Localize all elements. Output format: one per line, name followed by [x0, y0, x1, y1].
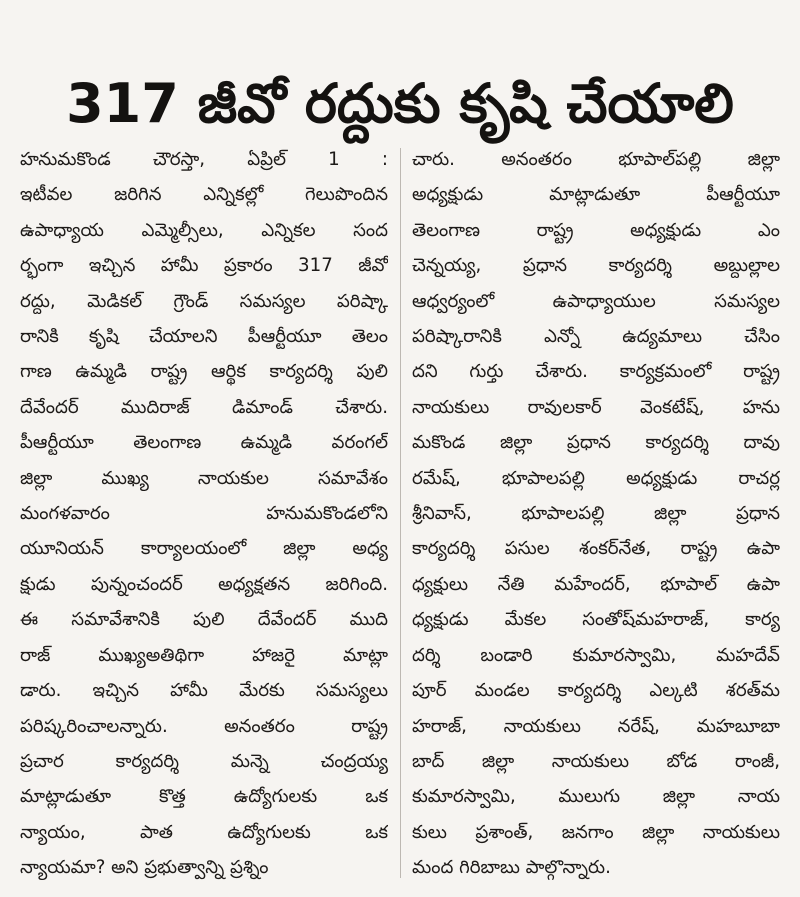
article-line: యూనియన్ కార్యాలయంలో జిల్లా అధ్య [20, 538, 388, 560]
article-line: దర్శి బండారి కుమారస్వామి, మహదేవ్ [412, 644, 780, 666]
article-line: ఇటీవల జరిగిన ఎన్నికల్లో గెలుపొందిన [20, 184, 388, 206]
article-line: రమేష్, భూపాలపల్లి అధ్యక్షుడు రాచర్ల [412, 467, 780, 489]
article-line: ఉపాధ్యాయ ఎమ్మెల్సీలు, ఎన్నికల సంద [20, 219, 388, 241]
article-line: గాణ ఉమ్మడి రాష్ట్ర ఆర్థిక కార్యదర్శి పులి [20, 361, 388, 383]
article-line: ప్రచార కార్యదర్శి మన్నె చంద్రయ్య [20, 750, 388, 772]
article-line: మంగళవారం హనుమకొండలోని [20, 503, 388, 525]
article-line: రానికి కృషి చేయాలని పీఆర్టీయూ తెలం [20, 326, 388, 348]
article-body [20, 142, 780, 887]
article-line: దేవేందర్ ముదిరాజ్ డిమాండ్ చేశారు. [20, 396, 388, 418]
article-line: శ్రీనివాస్, భూపాలపల్లి జిల్లా ప్రధాన [412, 503, 780, 525]
article-line: హనుమకొండ చౌరస్తా, ఏప్రిల్ 1 : [20, 149, 388, 170]
article-line: న్యాయమా? అని ప్రభుత్వాన్ని ప్రశ్నిం [20, 857, 269, 879]
article-line: రద్దు, మెడికల్ గ్రౌండ్ సమస్యల పరిష్కా [20, 290, 388, 312]
article-line: తెలంగాణ రాష్ట్ర అధ్యక్షుడు ఎం [412, 219, 780, 241]
article-line: ఈ సమావేశానికి పులి దేవేందర్ ముది [20, 609, 388, 631]
article-line: పూర్ మండల కార్యదర్శి ఎల్కటి శరత్‌మ [412, 680, 780, 702]
article-line: అధ్యక్షుడు మాట్లాడుతూ పీఆర్టీయూ [412, 184, 780, 206]
article-line: పరిష్కారానికి ఎన్నో ఉద్యమాలు చేసిం [412, 326, 780, 348]
article-line: ర్భంగా ఇచ్చిన హామీ ప్రకారం 317 జీవో [20, 255, 388, 277]
article-column-right [412, 142, 780, 886]
article-line: రాజ్ ముఖ్యఅతిథిగా హాజరై మాట్లా [20, 644, 388, 666]
article-line: కులు ప్రశాంత్, జనగాం జిల్లా నాయకులు [412, 821, 780, 843]
article-line: కుమారస్వామి, ములుగు జిల్లా నాయ [412, 786, 780, 808]
article-line: చారు. అనంతరం భూపాల్‌పల్లి జిల్లా [412, 149, 780, 170]
headline: 317 జీవో రద్దుకు కృషి చేయాలి [66, 72, 734, 136]
article-line: జిల్లా ముఖ్య నాయకుల సమావేశం [20, 467, 388, 489]
article-line: ధ్యక్షులు నేతి మహేందర్, భూపాల్ ఉపా [412, 573, 780, 595]
article-line: మంద గిరిబాబు పాల్గొన్నారు. [412, 857, 611, 879]
column-divider [400, 148, 401, 878]
article-line: ఆధ్వర్యంలో ఉపాధ్యాయుల సమస్యల [412, 290, 780, 312]
article-line: పీఆర్టీయూ తెలంగాణ ఉమ్మడి వరంగల్ [20, 432, 388, 454]
article-line: డారు. ఇచ్చిన హామీ మేరకు సమస్యలు [20, 680, 388, 702]
article-line: ధ్యక్షుడు మేకల సంతోష్‌మహరాజ్, కార్య [412, 609, 780, 631]
article-line: మకొండ జిల్లా ప్రధాన కార్యదర్శి దావు [412, 432, 780, 454]
article-line: పరిష్కరించాలన్నారు. అనంతరం రాష్ట్ర [20, 715, 388, 737]
article-line: కార్యదర్శి పసుల శంకర్‌నేత, రాష్ట్ర ఉపా [412, 538, 780, 560]
article-line: న్యాయం, పాత ఉద్యోగులకు ఒక [20, 821, 388, 843]
article-line: హరాజ్, నాయకులు నరేష్, మహబూబా [412, 715, 780, 737]
article-line: మాట్లాడుతూ కొత్త ఉద్యోగులకు ఒక [20, 786, 388, 808]
article-line: నాయకులు రావులకార్ వెంకటేష్, హను [412, 396, 780, 418]
article-line: క్షుడు పున్నంచందర్ అధ్యక్షతన జరిగింది. [20, 573, 388, 595]
article-line: దని గుర్తు చేశారు. కార్యక్రమంలో రాష్ట్ర [412, 361, 780, 383]
article-column-left [20, 142, 388, 886]
clipped-top-edge [0, 0, 800, 18]
article-line: చెన్నయ్య, ప్రధాన కార్యదర్శి అబ్దుల్లాల [412, 255, 780, 277]
article-line: బాద్ జిల్లా నాయకులు బోడ రాంజీ, [412, 750, 780, 772]
